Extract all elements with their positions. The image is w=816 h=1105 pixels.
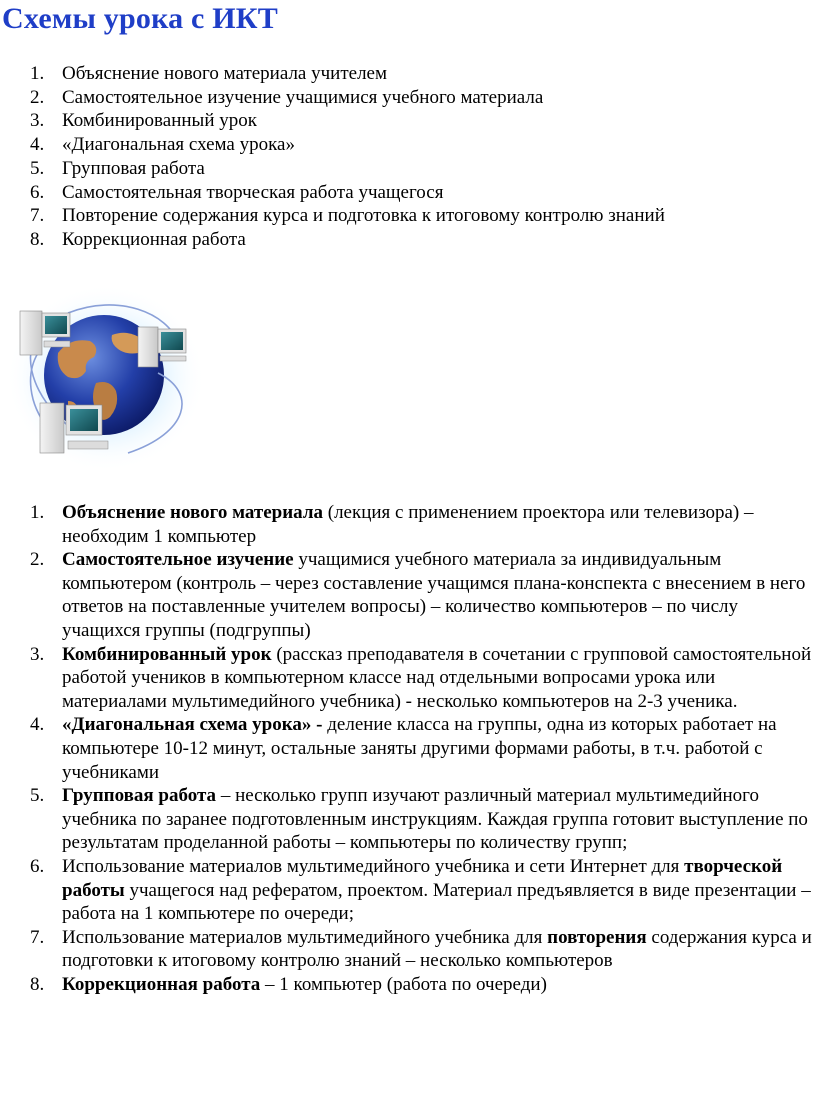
detail-text — [62, 714, 777, 782]
detail-text — [62, 856, 811, 924]
list-item — [0, 204, 665, 228]
bold-text: «Диагональная схема урока» - — [62, 714, 323, 736]
detail-text — [62, 974, 547, 995]
plain-text: содержания курса и подготовки к итоговому контролю знаний – несколько компьютеров — [62, 926, 812, 972]
detail-item — [0, 855, 816, 926]
plain-text: учащимися учебного материала за индивидуальным компьютером (контроль – через составление учащимся плана-конспекта с внесением в него ответов на поставленные учителем вопросы) – количество компьютеров – по числу учащихся группы (подгруппы) — [62, 549, 806, 641]
list-item-text: «Диагональная схема урока» — [62, 134, 295, 156]
detail-item — [0, 643, 816, 714]
list-item-text: Групповая работа — [62, 157, 205, 179]
list-number: 1. — [30, 63, 45, 84]
plain-text: Использование материалов мультимедийного учебника для — [62, 926, 548, 948]
lesson-schemes-details — [0, 501, 816, 996]
detail-text — [62, 927, 812, 972]
list-item-text: Повторение содержания курса и подготовка к итоговому контролю знаний — [62, 205, 665, 227]
list-number: 7. — [30, 926, 45, 948]
bold-text: творческой работы — [62, 855, 783, 901]
list-item-text: Самостоятельная творческая работа учащегося — [62, 181, 444, 203]
list-number: 3. — [30, 110, 45, 132]
list-item — [0, 181, 665, 205]
list-item-text: Комбинированный урок — [62, 110, 257, 132]
list-item — [0, 109, 665, 133]
detail-text — [62, 785, 808, 853]
list-item-text: Самостоятельное изучение учащимися учебного материала — [62, 86, 544, 108]
list-number: 3. — [30, 643, 45, 665]
list-number: 1. — [30, 502, 45, 523]
globe-network-computers-illustration — [8, 283, 220, 476]
list-item-text: Коррекционная работа — [62, 228, 246, 250]
list-item-text: Объяснение нового материала учителем — [62, 63, 388, 84]
list-number: 2. — [30, 549, 45, 571]
list-number: 2. — [30, 86, 45, 108]
bold-text: Групповая работа — [62, 785, 217, 807]
list-number: 4. — [30, 714, 45, 736]
computer-icon — [40, 403, 108, 453]
plain-text: – несколько групп изучают различный материал мультимедийного учебника по заранее подготовленным инструкциям. Каждая группа готовит выступление по результатам проделанной работы – компьютеры по количеству групп; — [62, 785, 808, 854]
list-number: 4. — [30, 134, 45, 156]
bold-text: Коррекционная работа — [62, 973, 261, 995]
plain-text: (лекция с применением проектора или телевизора) – необходим 1 компьютер — [62, 502, 754, 547]
list-number: 5. — [30, 785, 45, 807]
plain-text: (рассказ преподавателя в сочетании с групповой самостоятельной работой учеников в компьютерном классе над отдельными вопросами урока или материалами мультимедийного учебника) - несколько компьютеров на 2-3 ученика. — [62, 643, 812, 712]
detail-text — [62, 549, 805, 641]
list-item — [0, 86, 665, 110]
detail-item — [0, 713, 816, 784]
plain-text: учащегося над рефератом, проектом. Материал предъявляется в виде презентации – работа на 1 компьютере по очереди; — [62, 879, 811, 925]
list-number: 6. — [30, 181, 45, 203]
list-number: 7. — [30, 205, 45, 227]
list-number: 8. — [30, 973, 45, 995]
detail-item — [0, 926, 816, 973]
detail-item — [0, 548, 816, 642]
detail-text — [62, 502, 753, 547]
detail-item — [0, 973, 816, 997]
page-title: Схемы урока с ИКТ — [2, 2, 278, 35]
detail-item — [0, 784, 816, 855]
bold-text: Самостоятельное изучение — [62, 549, 294, 571]
list-number: 5. — [30, 157, 45, 179]
list-number: 8. — [30, 228, 45, 250]
lesson-schemes-list — [0, 62, 665, 252]
plain-text: – 1 компьютер (работа по очереди) — [260, 973, 547, 995]
list-item — [0, 62, 665, 86]
bold-text: Комбинированный урок — [62, 643, 272, 665]
list-item — [0, 133, 665, 157]
detail-text — [62, 644, 811, 712]
list-number: 6. — [30, 855, 45, 877]
plain-text: Использование материалов мультимедийного учебника и сети Интернет для — [62, 855, 685, 877]
bold-text: Объяснение нового материала — [62, 502, 323, 523]
list-item — [0, 228, 665, 252]
bold-text: повторения — [547, 926, 647, 948]
plain-text: деление класса на группы, одна из которых работает на компьютере 10-12 минут, остальные заняты другими формами работы, в т.ч. работой с учебниками — [62, 714, 777, 783]
computer-icon — [138, 327, 186, 367]
list-item — [0, 157, 665, 181]
detail-item — [0, 501, 816, 548]
